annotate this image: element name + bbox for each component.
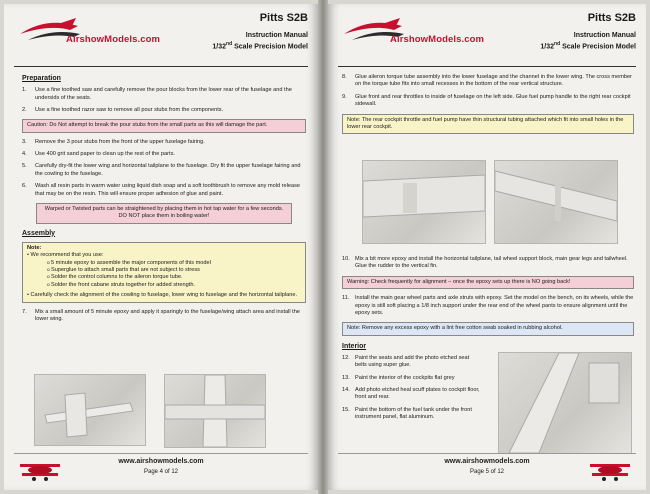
note-list xyxy=(27,260,301,290)
manual-title: Instruction Manual xyxy=(573,31,636,39)
caution-box: Caution: Do Not attempt to break the pour stubs from the small parts as this will damage the part. xyxy=(22,119,306,132)
model-title: Pitts S2B xyxy=(259,12,308,24)
right-content xyxy=(342,74,634,140)
step: 1. Use a fine toothed saw and carefully remove the pour blocks from the lower rear of the fuselage and the undersids of the seats. xyxy=(22,87,292,101)
scale-title: 1/32nd Scale Precision Model xyxy=(212,40,308,50)
section-interior: Interior xyxy=(342,342,367,350)
step: 6. Wash all resin parts in warm water using liquid dish soap and a soft toothbrush to remove any mold release that may be on the resin. This will ensure proper adhesion of glue and paint. xyxy=(22,183,301,197)
page-number: Page 5 of 12 xyxy=(469,469,505,475)
note-box: Note: • We recommend that you use: o 5 minute epoxy to assemble the major components of this model o Superglue to attach small parts that are not subject to stress o Solder the control columns to the aileron torque tube. o Solder the front cabane struts together for added strength. • Carefully check the alignment of the cowling to fuselage, lower wing to fuselage and the horizontal tailplane. xyxy=(22,242,306,303)
page-number: Page 4 of 12 xyxy=(143,469,179,475)
title-block xyxy=(540,12,636,52)
right-page xyxy=(328,4,646,490)
note-item: o Solder the control columns to the aileron torque tube. xyxy=(47,274,301,281)
section-assembly: Assembly xyxy=(22,229,56,237)
site-name: AirshowModels.com xyxy=(66,34,161,45)
book-gutter xyxy=(318,0,328,494)
biplane-icon xyxy=(586,458,634,482)
step: 4. Use 400 grit sand paper to clean up the rest of the parts. xyxy=(22,151,175,158)
photo-cockpit-right xyxy=(494,160,618,244)
section-preparation: Preparation xyxy=(22,75,61,82)
step: 13. Paint the interior of the cockpits flat grey xyxy=(342,374,455,381)
note-item: o Solder the front cabane struts together for added strength. xyxy=(47,282,301,289)
warning-box: Warning: Check frequently for alignment – once the epoxy sets up there is NO going back! xyxy=(342,276,634,289)
site-name: AirshowModels.com xyxy=(390,34,485,45)
step: 15. Paint the bottom of the fuel tank under the front instrument panel, flat aluminum. xyxy=(342,406,472,421)
footer-url: www.airshowmodels.com xyxy=(444,458,530,465)
note-box-epoxy: Note: Remove any excess epoxy with a lint free cotton swab soaked in rubbing alcohol. xyxy=(342,322,634,335)
step: 10. Mix a bit more epoxy and install the horizontal tailplane, tail wheel support block, main gear legs and tailwheel. Glue the rudder to the vertical fin. xyxy=(342,256,628,270)
title-block xyxy=(212,12,308,52)
note-box-tubing: Note: The rear cockpit throttle and fuel pump have thin structural tubing attached which fit into small holes in the lower rear cockpit. xyxy=(342,114,634,135)
note-item: o 5 minute epoxy to assemble the major components of this model xyxy=(47,260,301,267)
step: 14. Add photo etched heal scuff plates to cockpit floor, front and rear. xyxy=(342,386,480,401)
note-item: o Superglue to attach small parts that are not subject to stress xyxy=(47,267,301,274)
step: 3. Remove the 3 pour stubs from the front of the upper fuselage fairing. xyxy=(22,138,205,145)
left-footer xyxy=(14,453,308,484)
model-title: Pitts S2B xyxy=(587,12,636,24)
step: 12. Paint the seats and add the photo etched seat belts using super glue. xyxy=(342,354,470,369)
step: 7. Mix a small amount of 5 minute epoxy and apply it sparingly to the fuselage/wing attach area and install the lower wing. xyxy=(22,308,300,322)
photo-interior xyxy=(498,352,632,454)
step: 9. Glue front and rear throttles to inside of fuselage on the left side. Glue fuel pump handle to the right rear cockpit sidewall. xyxy=(342,93,631,108)
scale-title: 1/32nd Scale Precision Model xyxy=(540,40,636,50)
step: 5. Carefully dry-fit the lower wing and horizontal tailplane to the fuselage. Dry fit the upper fuselage fairing and the cowling to the fuselage. xyxy=(22,163,301,177)
footer-url: www.airshowmodels.com xyxy=(118,458,204,465)
step: 11. Install the main gear wheel parts and axle struts with epoxy. Set the model on the bench, on its wheels, while the epoxy is still soft placing a 1/8 inch support under the rear end of the wheel pants to ensure alignment until the epoxy sets. xyxy=(342,295,634,316)
right-footer xyxy=(338,453,636,484)
photo-lower-wing xyxy=(164,374,266,448)
right-header xyxy=(338,4,636,67)
warped-parts-box: Warped or Twisted parts can be straightened by placing them in hot tap water for a few seconds. DO NOT place them in boiling water! xyxy=(36,203,292,224)
left-page xyxy=(4,4,318,490)
step: 8. Glue aileron torque tube assembly into the lower fuselage and the channel in the lower wing. The cross member on the torque tube fits into small recesses in the bottom of the rear vertical structure. xyxy=(342,74,632,88)
manual-title: Instruction Manual xyxy=(245,31,308,39)
photo-fuselage-wing xyxy=(34,374,146,446)
left-content xyxy=(22,74,306,328)
left-header xyxy=(14,4,308,67)
photo-cockpit-left xyxy=(362,160,486,244)
step: 2. Use a fine toothed razor saw to remove all pour stubs from the components. xyxy=(22,106,224,113)
